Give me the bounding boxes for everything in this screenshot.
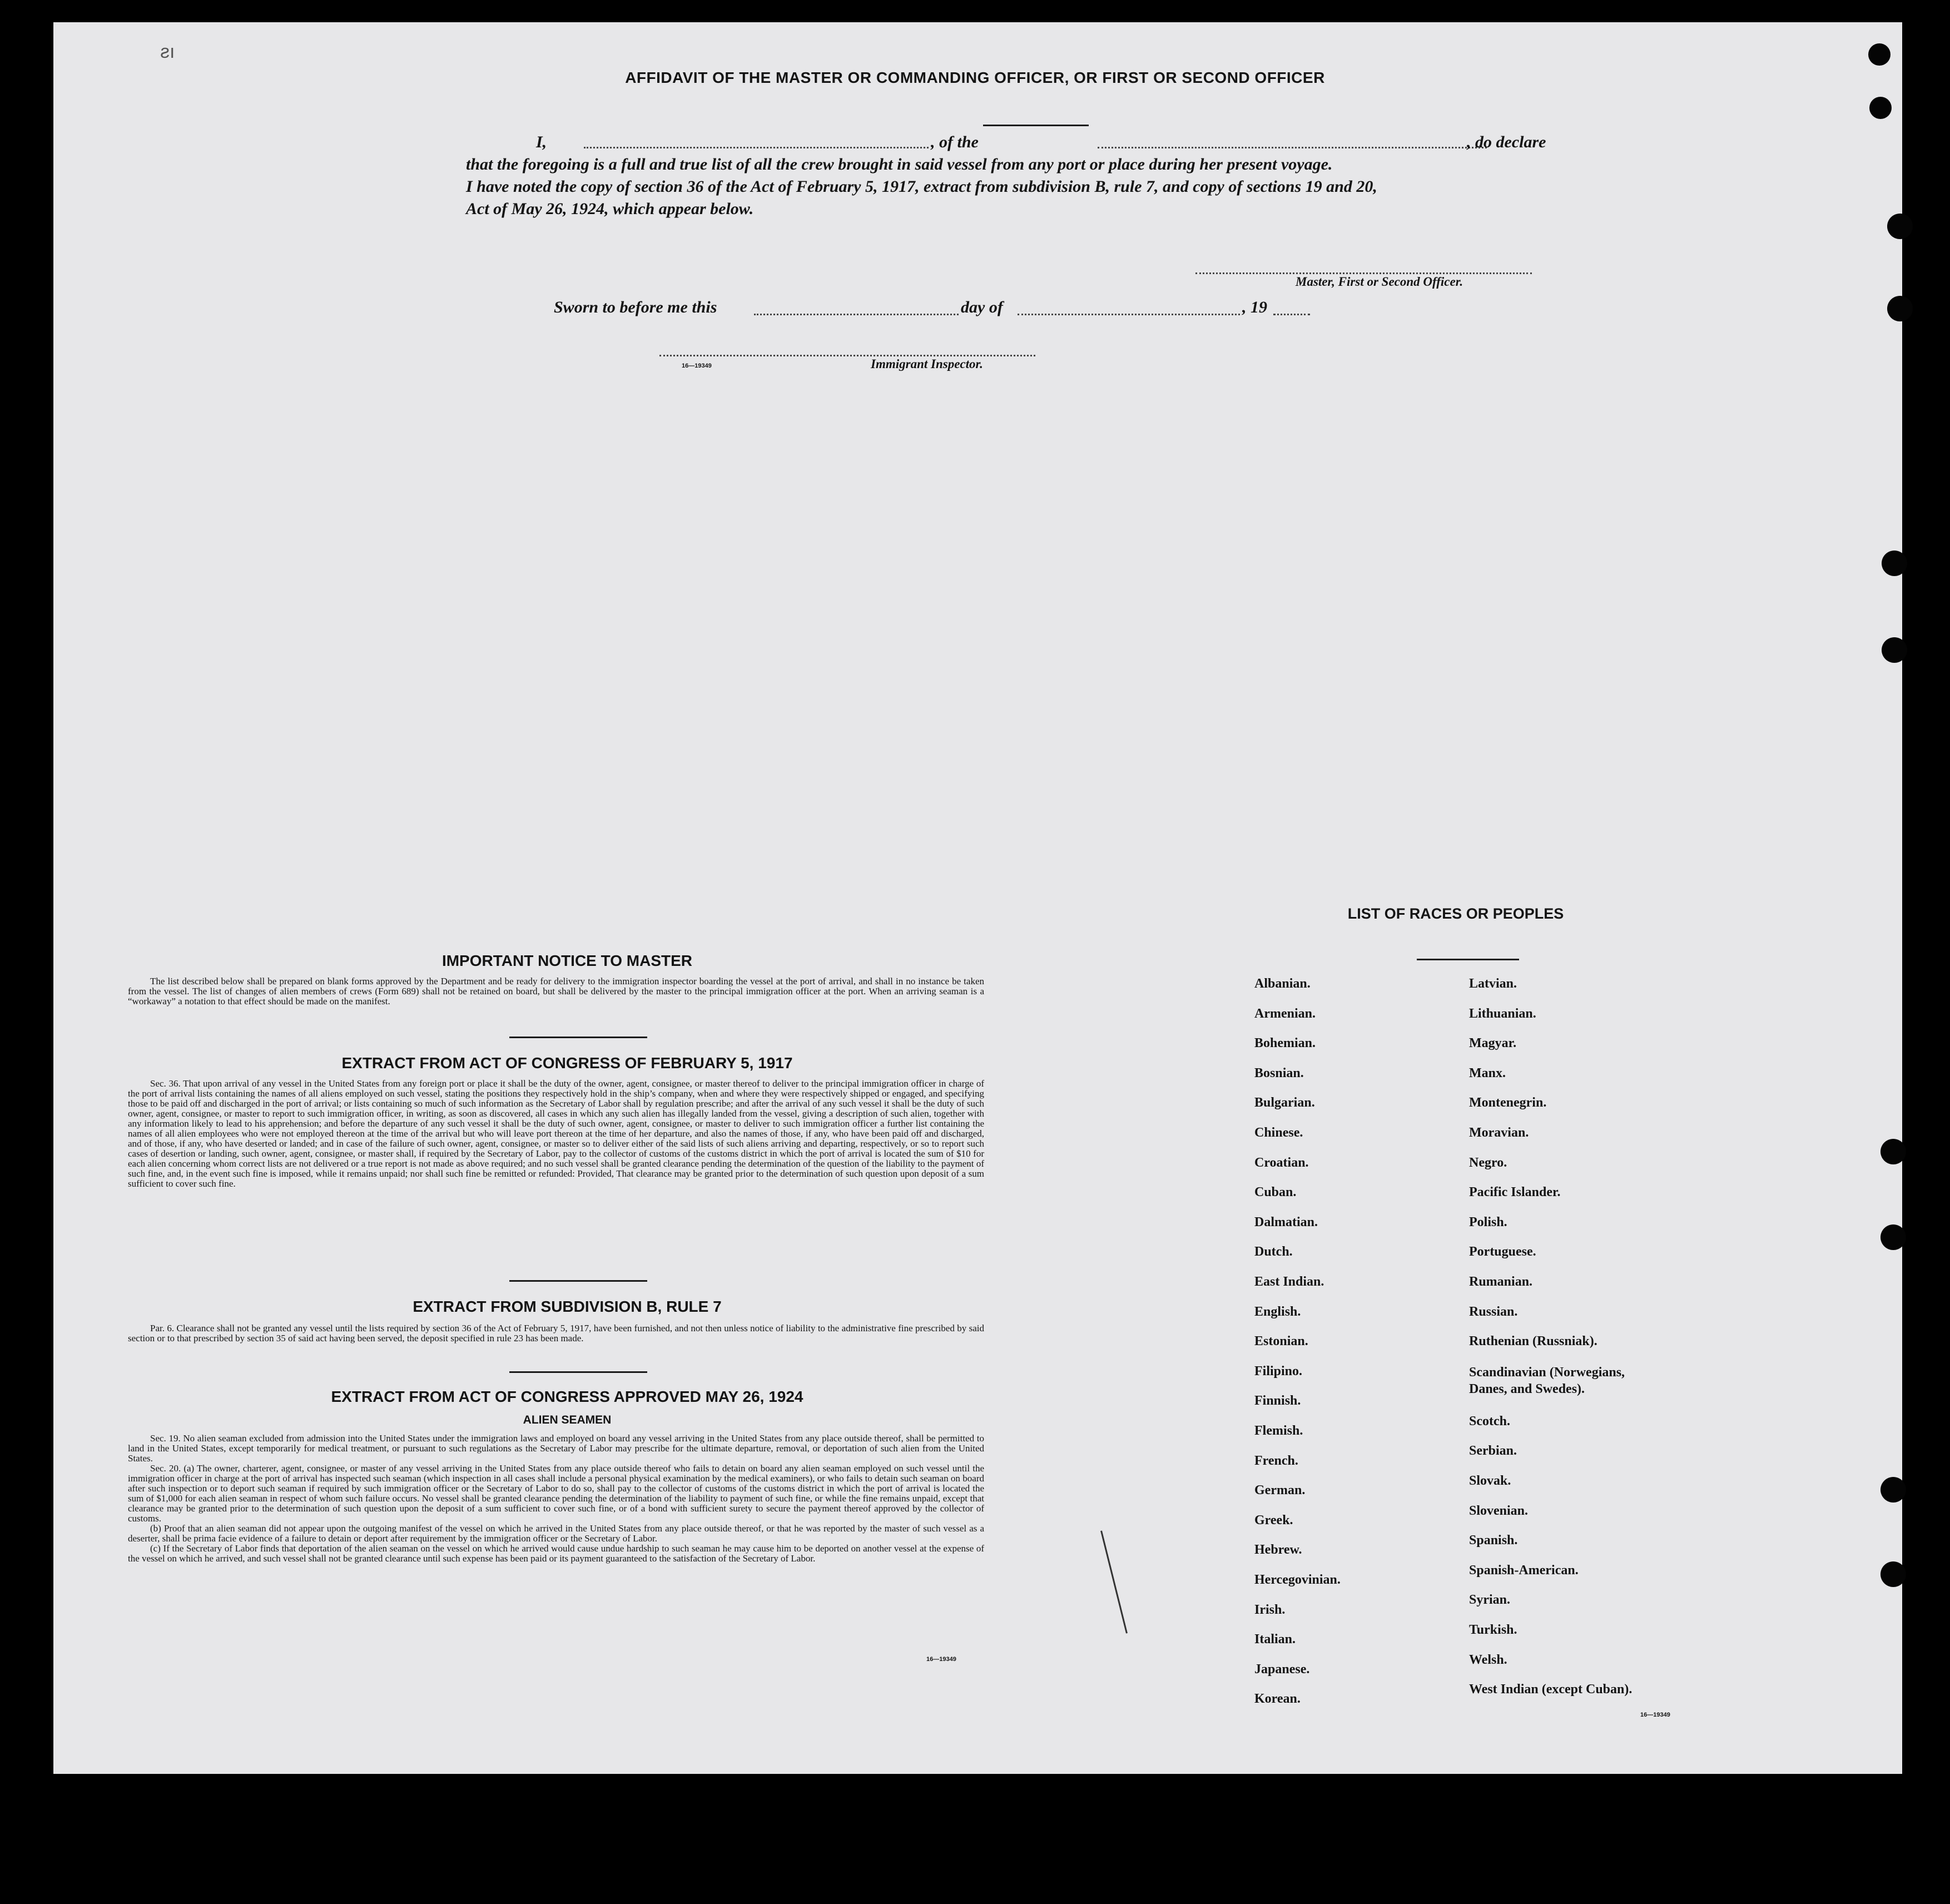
race-item: Polish. bbox=[1469, 1214, 1507, 1229]
binder-hole bbox=[1880, 1477, 1906, 1503]
act-1917-title: EXTRACT FROM ACT OF CONGRESS OF FEBRUARY 5, 1917 bbox=[341, 1054, 793, 1072]
act-1924-title: EXTRACT FROM ACT OF CONGRESS APPROVED MAY 26, 1924 bbox=[331, 1388, 803, 1405]
race-item: Bulgarian. bbox=[1254, 1095, 1315, 1110]
sworn-month-blank bbox=[1018, 314, 1240, 315]
section-divider bbox=[509, 1280, 647, 1282]
race-item: Dutch. bbox=[1254, 1244, 1293, 1260]
race-item: Spanish. bbox=[1469, 1533, 1518, 1548]
notice-paragraph: The list described below shall be prepared on blank forms approved by the Department and be ready for delivery to the immigration inspector boarding the vessel at the port of arrival, and shall in no instance be taken from the vessel. The list of changes of alien members of crews (Form 689) shall not be retained on board, but shall be delivered by the master to the principal immigration officer at the port. When an arriving seaman is a “workaway” a notation to that effect should be made on the manifest. bbox=[128, 976, 984, 1006]
race-item: Welsh. bbox=[1469, 1652, 1507, 1667]
statement-line: Act of May 26, 1924, which appear below. bbox=[466, 200, 754, 218]
race-item: Bohemian. bbox=[1254, 1036, 1316, 1051]
sec-20a-paragraph: Sec. 20. (a) The owner, charterer, agent, consignee, or master of any vessel arriving in the United States from any place outside thereof who fails to detain on board any alien seaman employed on such vessel until the immigration officer in charge at the port of arrival has inspected such seaman (which inspection in all cases shall include a personal physical examination by the medical examiners), or who fails to detain such seaman on board after such inspection or to deport such seaman if required by such immigration officer or the Secretary of Labor to do so, shall pay to the collector of customs of the customs district in which the port of arrival is located the sum of $1,000 for each alien seaman in respect of whom such failure occurs. No vessel shall be granted clearance pending the determination of the liability to payment of such fine, or while the fine remains unpaid, except that clearance may be granted prior to the determination of such question upon the deposit of a sum sufficient to cover such fine, or of a bond with sufficient surety to secure the payment thereof approved by the collector of customs. bbox=[128, 1463, 984, 1524]
sec-36-paragraph: Sec. 36. That upon arrival of any vessel in the United States from any foreign port or place it shall be the duty of the owner, agent, consignee, or master thereof to deliver to the principal immigration officer in charge of the port of arrival lists containing the names of all aliens employed on such vessel, stating the positions they respectively hold in the ship’s company, when and where they were respectively shipped or engaged, and specifying those to be paid off and discharged in the port of arrival; or lists containing so much of such information as the Secretary of Labor shall by regulation prescribe; and after the arrival of any such vessel it shall be the duty of such owner, agent, consignee, or master to report to such immigration officer, in writing, as soon as discovered, all cases in which any such alien has illegally landed from the vessel, giving a description of such alien, together with any information likely to lead to his apprehension; and before the departure of any such vessel it shall be the duty of such owner, agent, consignee, or master to deliver to such immigration officer a further list containing the names of all alien employees who were not employed thereon at the time of the arrival but who will leave port thereon at the time of her departure, and also the names of those, if any, who have been paid off and discharged, and of those, if any, who have deserted or landed; and in case of the failure of such owner, agent, consignee, or master so to deliver either of the said lists of such aliens arriving and departing, respectively, or so to report such cases of desertion or landing, such owner, agent, consignee, or master shall, if required by the Secretary of Labor, pay to the collector of customs of the customs district in which the port of arrival is located the sum of $10 for each alien concerning whom correct lists are not delivered or a true report is not made as above required; and no such vessel shall be granted clearance pending the determination of the question of the liability to the payment of such fine, and, in the event such fine is imposed, while it remains unpaid; nor shall such fine be remitted or refunded: Provided, That clearance may be granted prior to the determination of such question upon deposit of a sum sufficient to cover such fine. bbox=[128, 1078, 984, 1189]
race-item: Moravian. bbox=[1469, 1125, 1529, 1140]
notice-title: IMPORTANT NOTICE TO MASTER bbox=[441, 952, 693, 969]
alien-seamen-subtitle: ALIEN SEAMEN bbox=[523, 1414, 612, 1426]
name-blank bbox=[584, 147, 929, 148]
race-item: Japanese. bbox=[1254, 1662, 1310, 1677]
race-item: Dalmatian. bbox=[1254, 1214, 1318, 1229]
statement-line: I have noted the copy of section 36 of the Act of February 5, 1917, extract from subdivision B, rule 7, and copy of sections 19 and 20, bbox=[466, 177, 1377, 196]
inspector-label: Immigrant Inspector. bbox=[871, 357, 983, 371]
race-item: Finnish. bbox=[1254, 1394, 1301, 1409]
form-number: 16—19349 bbox=[926, 1656, 956, 1663]
race-item: Syrian. bbox=[1469, 1593, 1511, 1608]
sworn-year: , 19 bbox=[1242, 298, 1267, 316]
sworn-year-blank bbox=[1273, 314, 1310, 315]
binder-hole bbox=[1880, 1224, 1906, 1250]
race-item: Negro. bbox=[1469, 1155, 1507, 1170]
race-item: Croatian. bbox=[1254, 1155, 1309, 1170]
race-item: Armenian. bbox=[1254, 1006, 1316, 1021]
sworn-day-of: day of bbox=[961, 298, 1003, 316]
title-divider bbox=[983, 125, 1089, 126]
race-item: Flemish. bbox=[1254, 1424, 1303, 1438]
sworn-day-blank bbox=[754, 314, 959, 315]
race-item: Greek. bbox=[1254, 1513, 1293, 1528]
race-item: Hebrew. bbox=[1254, 1543, 1302, 1558]
par-6-paragraph: Par. 6. Clearance shall not be granted any vessel until the lists required by section 36 of the Act of February 5, 1917, have been furnished, and not then unless notice of liability to the administrative fine prescribed by said section or to that prescribed by section 35 of said act having been served, the deposit specified in rule 23 has been made. bbox=[128, 1323, 984, 1343]
race-item: Italian. bbox=[1254, 1632, 1296, 1647]
sec-19-paragraph: Sec. 19. No alien seaman excluded from admission into the United States under the immigration laws and employed on board any vessel arriving in the United States from any place outside thereof, shall be permitted to land in the United States, except temporarily for medical treatment, or pursuant to such regulations as the Secretary of Labor may prescribe for the ultimate departure, removal, or deportation of such alien from the United States. bbox=[128, 1433, 984, 1464]
race-item: Pacific Islander. bbox=[1469, 1185, 1561, 1200]
race-item: Russian. bbox=[1469, 1304, 1518, 1319]
race-item: Bosnian. bbox=[1254, 1065, 1304, 1080]
binder-hole bbox=[1869, 97, 1892, 119]
sworn-prefix: Sworn to before me this bbox=[554, 298, 717, 316]
race-item: English. bbox=[1254, 1304, 1301, 1319]
act-1917-body bbox=[128, 1079, 984, 1189]
rule-7-title: EXTRACT FROM SUBDIVISION B, RULE 7 bbox=[413, 1298, 722, 1315]
binder-hole bbox=[1880, 1561, 1906, 1587]
race-item: Filipino. bbox=[1254, 1363, 1303, 1379]
race-item: Cuban. bbox=[1254, 1185, 1297, 1200]
notice-body bbox=[128, 976, 984, 1006]
statement-declare: , do declare bbox=[1467, 133, 1546, 151]
affidavit-statement bbox=[466, 131, 1564, 220]
section-divider bbox=[509, 1037, 647, 1038]
binder-hole bbox=[1882, 637, 1907, 663]
race-item: Montenegrin. bbox=[1469, 1095, 1547, 1110]
race-item: Slovenian. bbox=[1469, 1503, 1529, 1518]
race-item: French. bbox=[1254, 1453, 1298, 1468]
race-item: Lithuanian. bbox=[1469, 1006, 1536, 1021]
race-item: Irish. bbox=[1254, 1602, 1286, 1617]
handwritten-mark: ƨı bbox=[160, 41, 175, 62]
race-item: Latvian. bbox=[1469, 976, 1517, 991]
form-number: 16—19349 bbox=[1640, 1712, 1670, 1718]
signature-label: Master, First or Second Officer. bbox=[1296, 275, 1463, 289]
race-item: Chinese. bbox=[1254, 1125, 1303, 1140]
race-item: Magyar. bbox=[1469, 1036, 1517, 1051]
binder-hole bbox=[1887, 214, 1913, 239]
rule-7-body bbox=[128, 1323, 984, 1343]
race-item: Serbian. bbox=[1469, 1444, 1517, 1459]
binder-hole bbox=[1880, 1139, 1906, 1164]
statement-i: I, bbox=[536, 133, 547, 151]
race-item: Scotch. bbox=[1469, 1414, 1510, 1429]
signature-line bbox=[1195, 272, 1532, 274]
form-number: 16—19349 bbox=[682, 363, 712, 369]
sec-20b-paragraph: (b) Proof that an alien seaman did not appear upon the outgoing manifest of the vessel on which he arrived in the United States from any place outside thereof, or that he was reported by the master of such vessel as a deserter, shall be prima facie evidence of a failure to detain or deport after requirement by the immigration officer or the Secretary of Labor. bbox=[128, 1523, 984, 1544]
statement-line: that the foregoing is a full and true list of all the crew brought in said vessel from any port or place during her present voyage. bbox=[466, 155, 1333, 173]
inspector-line bbox=[659, 355, 1035, 356]
race-item: Slovak. bbox=[1469, 1474, 1511, 1488]
affidavit-title: AFFIDAVIT OF THE MASTER OR COMMANDING OFFICER, OR FIRST OR SECOND OFFICER bbox=[625, 69, 1325, 86]
race-item: German. bbox=[1254, 1483, 1306, 1498]
race-item: Manx. bbox=[1469, 1065, 1506, 1080]
binder-hole bbox=[1882, 551, 1907, 576]
race-item: Turkish. bbox=[1469, 1623, 1517, 1637]
races-divider bbox=[1417, 959, 1519, 960]
race-item: Scandinavian (Norwegians, Danes, and Swedes). bbox=[1469, 1365, 1625, 1396]
race-item: Rumanian. bbox=[1469, 1275, 1533, 1289]
sec-20c-paragraph: (c) If the Secretary of Labor finds that deportation of the alien seaman on the vessel on which he arrived would cause undue hardship to such seaman he may cause him to be deported on another vessel at the expense of the vessel on which he arrived, and such vessel shall not be granted clearance until such expense has been paid or its payment guaranteed to the satisfaction of the Secretary of Labor. bbox=[128, 1543, 984, 1564]
race-item: East Indian. bbox=[1254, 1275, 1324, 1289]
binder-hole bbox=[1887, 296, 1913, 321]
races-title: LIST OF RACES OR PEOPLES bbox=[1347, 905, 1564, 922]
race-item: Estonian. bbox=[1254, 1334, 1308, 1349]
race-item: West Indian (except Cuban). bbox=[1469, 1682, 1633, 1697]
binder-hole bbox=[1868, 43, 1891, 66]
vessel-blank bbox=[1098, 147, 1487, 148]
race-item: Ruthenian (Russniak). bbox=[1469, 1334, 1597, 1349]
race-item: Hercegovinian. bbox=[1254, 1573, 1341, 1587]
race-item: Korean. bbox=[1254, 1692, 1301, 1707]
statement-of: , of the bbox=[931, 133, 979, 151]
race-item: Albanian. bbox=[1254, 976, 1311, 991]
act-1924-body bbox=[128, 1434, 984, 1564]
section-divider bbox=[509, 1371, 647, 1373]
race-item: Spanish-American. bbox=[1469, 1563, 1579, 1578]
race-item: Portuguese. bbox=[1469, 1244, 1536, 1260]
